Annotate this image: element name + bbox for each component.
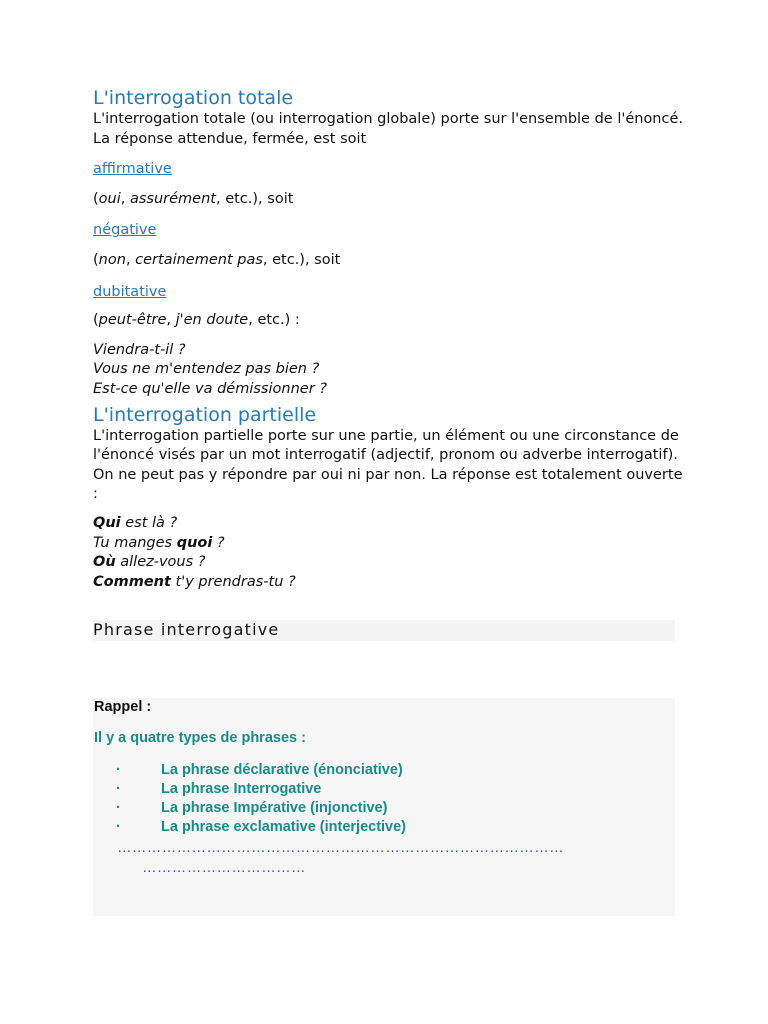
rappel-subtitle: Il y a quatre types de phrases : bbox=[94, 730, 306, 746]
rappel-box bbox=[93, 698, 675, 916]
bullet-icon: · bbox=[116, 819, 121, 835]
link-affirmative[interactable]: affirmative bbox=[93, 161, 172, 178]
list-item: · La phrase exclamative (interjective) bbox=[116, 819, 407, 835]
item-affirmative bbox=[93, 158, 683, 180]
example-line: Vous ne m'entendez pas bien ? bbox=[93, 361, 320, 378]
heading-interrogation-partielle: L'interrogation partielle bbox=[93, 403, 317, 426]
example-dubitative: (peut-être, j'en doute, etc.) : bbox=[93, 312, 300, 329]
intro-totale: L'interrogation totale (ou interrogation globale) porte sur l'ensemble de l'énoncé. La réponse attendue, fermée, est soit bbox=[93, 111, 684, 147]
example-line: Tu manges quoi ? bbox=[93, 534, 225, 551]
article-content bbox=[93, 86, 683, 592]
examples-totale bbox=[93, 341, 683, 400]
example-line: Qui est là ? bbox=[93, 514, 178, 531]
examples-partielle bbox=[93, 514, 683, 592]
bullet-icon: · bbox=[116, 781, 121, 797]
list-item: · La phrase Impérative (injonctive) bbox=[116, 800, 388, 816]
bullet-icon: · bbox=[116, 762, 121, 778]
list-item: · La phrase déclarative (énonciative) bbox=[116, 762, 403, 778]
section-bar-phrase-interrogative bbox=[93, 620, 675, 641]
phrase-types-list bbox=[116, 761, 406, 837]
list-item: · La phrase Interrogative bbox=[116, 781, 322, 797]
dotted-line: ……………………………………………………………………………… bbox=[117, 840, 564, 856]
link-dubitative[interactable]: dubitative bbox=[93, 283, 167, 300]
heading-interrogation-totale: L'interrogation totale bbox=[93, 87, 294, 109]
item-dubitative bbox=[93, 281, 683, 303]
dotted-line: …………………………… bbox=[142, 860, 306, 876]
item-negative bbox=[93, 219, 683, 241]
bullet-icon: · bbox=[116, 800, 121, 816]
example-line: Est-ce qu'elle va démissionner ? bbox=[93, 380, 327, 397]
example-affirmative: (oui, assurément, etc.), soit bbox=[93, 190, 294, 207]
example-negative: (non, certainement pas, etc.), soit bbox=[93, 251, 341, 268]
rappel-title: Rappel : bbox=[94, 699, 152, 715]
intro-partielle: L'interrogation partielle porte sur une partie, un élément ou une circonstance de l'énoncé visés par un mot interrogatif (adjectif, pronom ou adverbe interrogatif). On ne peut pas y répondre par oui ni par non. La réponse est totalement ouverte : bbox=[93, 427, 683, 503]
example-line: Comment t'y prendras-tu ? bbox=[93, 573, 296, 590]
example-line: Viendra-t-il ? bbox=[93, 341, 186, 358]
example-line: Où allez-vous ? bbox=[93, 554, 206, 571]
section-bar-title: Phrase interrogative bbox=[93, 620, 280, 639]
link-negative[interactable]: négative bbox=[93, 222, 157, 239]
